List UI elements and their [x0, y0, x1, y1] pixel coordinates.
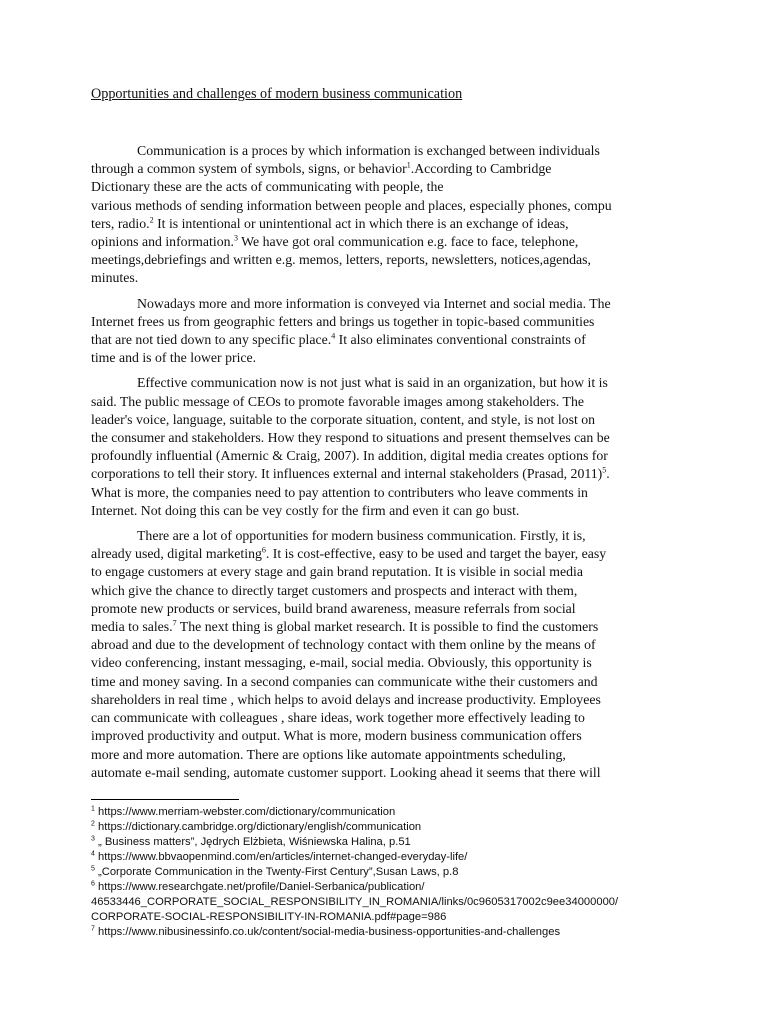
footnote — [91, 895, 711, 910]
text-run: . It is cost-effective, easy to be used and target the bayer, easy — [265, 546, 607, 562]
text-line — [91, 563, 691, 581]
text-run: time and is of the lower price. — [91, 350, 257, 366]
footnote-marker: 5 — [91, 865, 95, 873]
text-line — [91, 393, 691, 411]
text-line — [91, 465, 691, 483]
text-run: to engage customers at every stage and gain brand reputation. It is visible in social media — [91, 564, 583, 580]
footnote-marker: 4 — [91, 850, 95, 858]
text-run: promote new products or services, build brand awareness, measure referrals from social — [91, 600, 576, 616]
text-line — [91, 160, 691, 178]
document-body — [91, 142, 691, 789]
text-line — [91, 746, 691, 764]
text-run: It also eliminates conventional constraints of — [335, 332, 586, 348]
footnote-marker: 1 — [406, 160, 411, 170]
text-line — [91, 502, 691, 520]
footnote-marker: 7 — [91, 925, 95, 933]
text-run: through a common system of symbols, signs, or behavior — [91, 161, 407, 177]
footnote — [91, 910, 711, 925]
footnote-marker: 2 — [149, 215, 154, 225]
text-run: said. The public message of CEOs to promote favorable images among stakeholders. The — [91, 393, 584, 409]
text-line — [91, 197, 691, 215]
text-run: https://www.nibusinessinfo.co.uk/content/social-media-business-opportunities-and-challenges — [94, 926, 561, 938]
paragraph — [91, 295, 691, 368]
text-run: media to sales. — [91, 619, 173, 635]
footnote-marker: 6 — [261, 545, 266, 555]
text-run: minutes. — [91, 270, 139, 286]
text-run: Internet. Not doing this can be vey costly for the firm and even it can go bust. — [91, 502, 520, 518]
text-run: can communicate with colleagues , share ideas, work together more effectively leading to — [91, 710, 585, 726]
footnote — [91, 865, 711, 880]
text-line — [91, 654, 691, 672]
footnote — [91, 880, 711, 895]
footnote-marker: 7 — [172, 618, 177, 628]
text-run: Internet frees us from geographic fetters and brings us together in topic-based communities — [91, 313, 595, 329]
footnote-marker: 3 — [91, 835, 95, 843]
text-line — [91, 429, 691, 447]
text-line — [91, 178, 691, 196]
footnote-marker: 5 — [602, 465, 607, 475]
text-run: abroad and due to the development of technology contact with them online by the means of — [91, 637, 596, 653]
text-run: The next thing is global market research. It is possible to find the customers — [176, 619, 599, 635]
text-run: We have got oral communication e.g. face to face, telephone, — [237, 234, 579, 250]
footnotes — [91, 805, 711, 940]
text-run: various methods of sending information between people and places, especially phones, compu — [91, 197, 612, 213]
paragraph — [91, 374, 691, 520]
text-line — [91, 251, 691, 269]
text-run: .According to Cambridge — [410, 161, 552, 177]
text-line — [91, 331, 691, 349]
text-run: leader's voice, language, suitable to the corporate situation, content, and style, is not lost on — [91, 411, 596, 427]
text-run: corporations to tell their story. It influences external and internal stakeholders (Prasad, 2011) — [91, 466, 603, 482]
text-run: https://www.bbvaopenmind.com/en/articles/internet-changed-everyday-life/ — [94, 851, 468, 863]
footnote-separator — [91, 799, 239, 800]
text-line — [91, 636, 691, 654]
text-line — [91, 269, 691, 287]
text-run: that are not tied down to any specific place. — [91, 332, 332, 348]
text-line — [91, 411, 691, 429]
text-line — [91, 374, 691, 392]
text-run: Dictionary these are the acts of communicating with people, the — [91, 179, 444, 195]
text-line — [91, 600, 691, 618]
text-run: opinions and information. — [91, 234, 234, 250]
text-run: CORPORATE-SOCIAL-RESPONSIBILITY-IN-ROMANIA.pdf#page=986 — [91, 911, 447, 923]
footnote-marker: 6 — [91, 880, 95, 888]
text-run: There are a lot of opportunities for modern business communication. Firstly, it is, — [137, 528, 586, 544]
text-line — [91, 727, 691, 745]
footnote — [91, 835, 711, 850]
footnote — [91, 925, 711, 940]
text-run: https://dictionary.cambridge.org/dictionary/english/communication — [94, 821, 422, 833]
text-line — [91, 709, 691, 727]
text-run: https://www.researchgate.net/profile/Daniel-Serbanica/publication/ — [94, 881, 425, 893]
text-run: Effective communication now is not just what is said in an organization, but how it is — [137, 375, 608, 391]
footnote-marker: 3 — [233, 233, 238, 243]
text-line — [91, 582, 691, 600]
text-line — [91, 349, 691, 367]
text-run: improved productivity and output. What is more, modern business communication offers — [91, 728, 582, 744]
footnote-marker: 1 — [91, 805, 95, 813]
text-line — [91, 313, 691, 331]
text-line — [91, 215, 691, 233]
footnote-marker: 2 — [91, 820, 95, 828]
text-run: which give the chance to directly target customers and prospects and interact with them, — [91, 582, 578, 598]
text-run: more and more automation. There are options like automate appointments scheduling, — [91, 746, 566, 762]
document-title: Opportunities and challenges of modern business communication — [91, 86, 463, 102]
text-run: https://www.merriam-webster.com/dictionary/communication — [94, 806, 396, 818]
text-run: meetings,debriefings and written e.g. memos, letters, reports, newsletters, notices,agendas, — [91, 252, 591, 268]
text-run: profoundly influential (Amernic & Craig, 2007). In addition, digital media creates options for — [91, 448, 608, 464]
text-line — [91, 142, 691, 160]
paragraph — [91, 527, 691, 782]
text-line — [91, 233, 691, 251]
text-run: shareholders in real time , which helps to avoid delays and increase productivity. Employees — [91, 691, 601, 707]
footnote — [91, 820, 711, 835]
text-run: time and money saving. In a second companies can communicate withe their customers and — [91, 673, 598, 689]
text-run: „ Business matters”, Jędrych Elżbieta, Wiśniewska Halina, p.51 — [94, 836, 411, 848]
text-line — [91, 673, 691, 691]
text-line — [91, 295, 691, 313]
text-run: automate e-mail sending, automate customer support. Looking ahead it seems that there will — [91, 764, 601, 780]
text-run: the consumer and stakeholders. How they respond to situations and present themselves can be — [91, 430, 610, 446]
text-run: video conferencing, instant messaging, e-mail, social media. Obviously, this opportunity is — [91, 655, 592, 671]
text-run: already used, digital marketing — [91, 546, 262, 562]
text-run: . — [606, 466, 610, 482]
footnote-marker: 4 — [331, 331, 336, 341]
text-run: 46533446_CORPORATE_SOCIAL_RESPONSIBILITY_IN_ROMANIA/links/0c9605317002c9ee34000000/ — [91, 896, 619, 908]
text-line — [91, 618, 691, 636]
text-run: „Corporate Communication in the Twenty-First Century”,Susan Laws, p.8 — [94, 866, 459, 878]
paragraph — [91, 142, 691, 288]
footnote — [91, 805, 711, 820]
text-line — [91, 484, 691, 502]
text-line — [91, 447, 691, 465]
text-line — [91, 527, 691, 545]
text-line — [91, 691, 691, 709]
text-run: ters, radio. — [91, 215, 150, 231]
text-line — [91, 764, 691, 782]
text-line — [91, 545, 691, 563]
footnote — [91, 850, 711, 865]
text-run: Communication is a proces by which information is exchanged between individuals — [137, 143, 600, 158]
text-run: What is more, the companies need to pay attention to contributers who leave comments in — [91, 484, 588, 500]
text-run: Nowadays more and more information is conveyed via Internet and social media. The — [137, 295, 611, 311]
text-run: It is intentional or unintentional act in which there is an exchange of ideas, — [153, 215, 569, 231]
